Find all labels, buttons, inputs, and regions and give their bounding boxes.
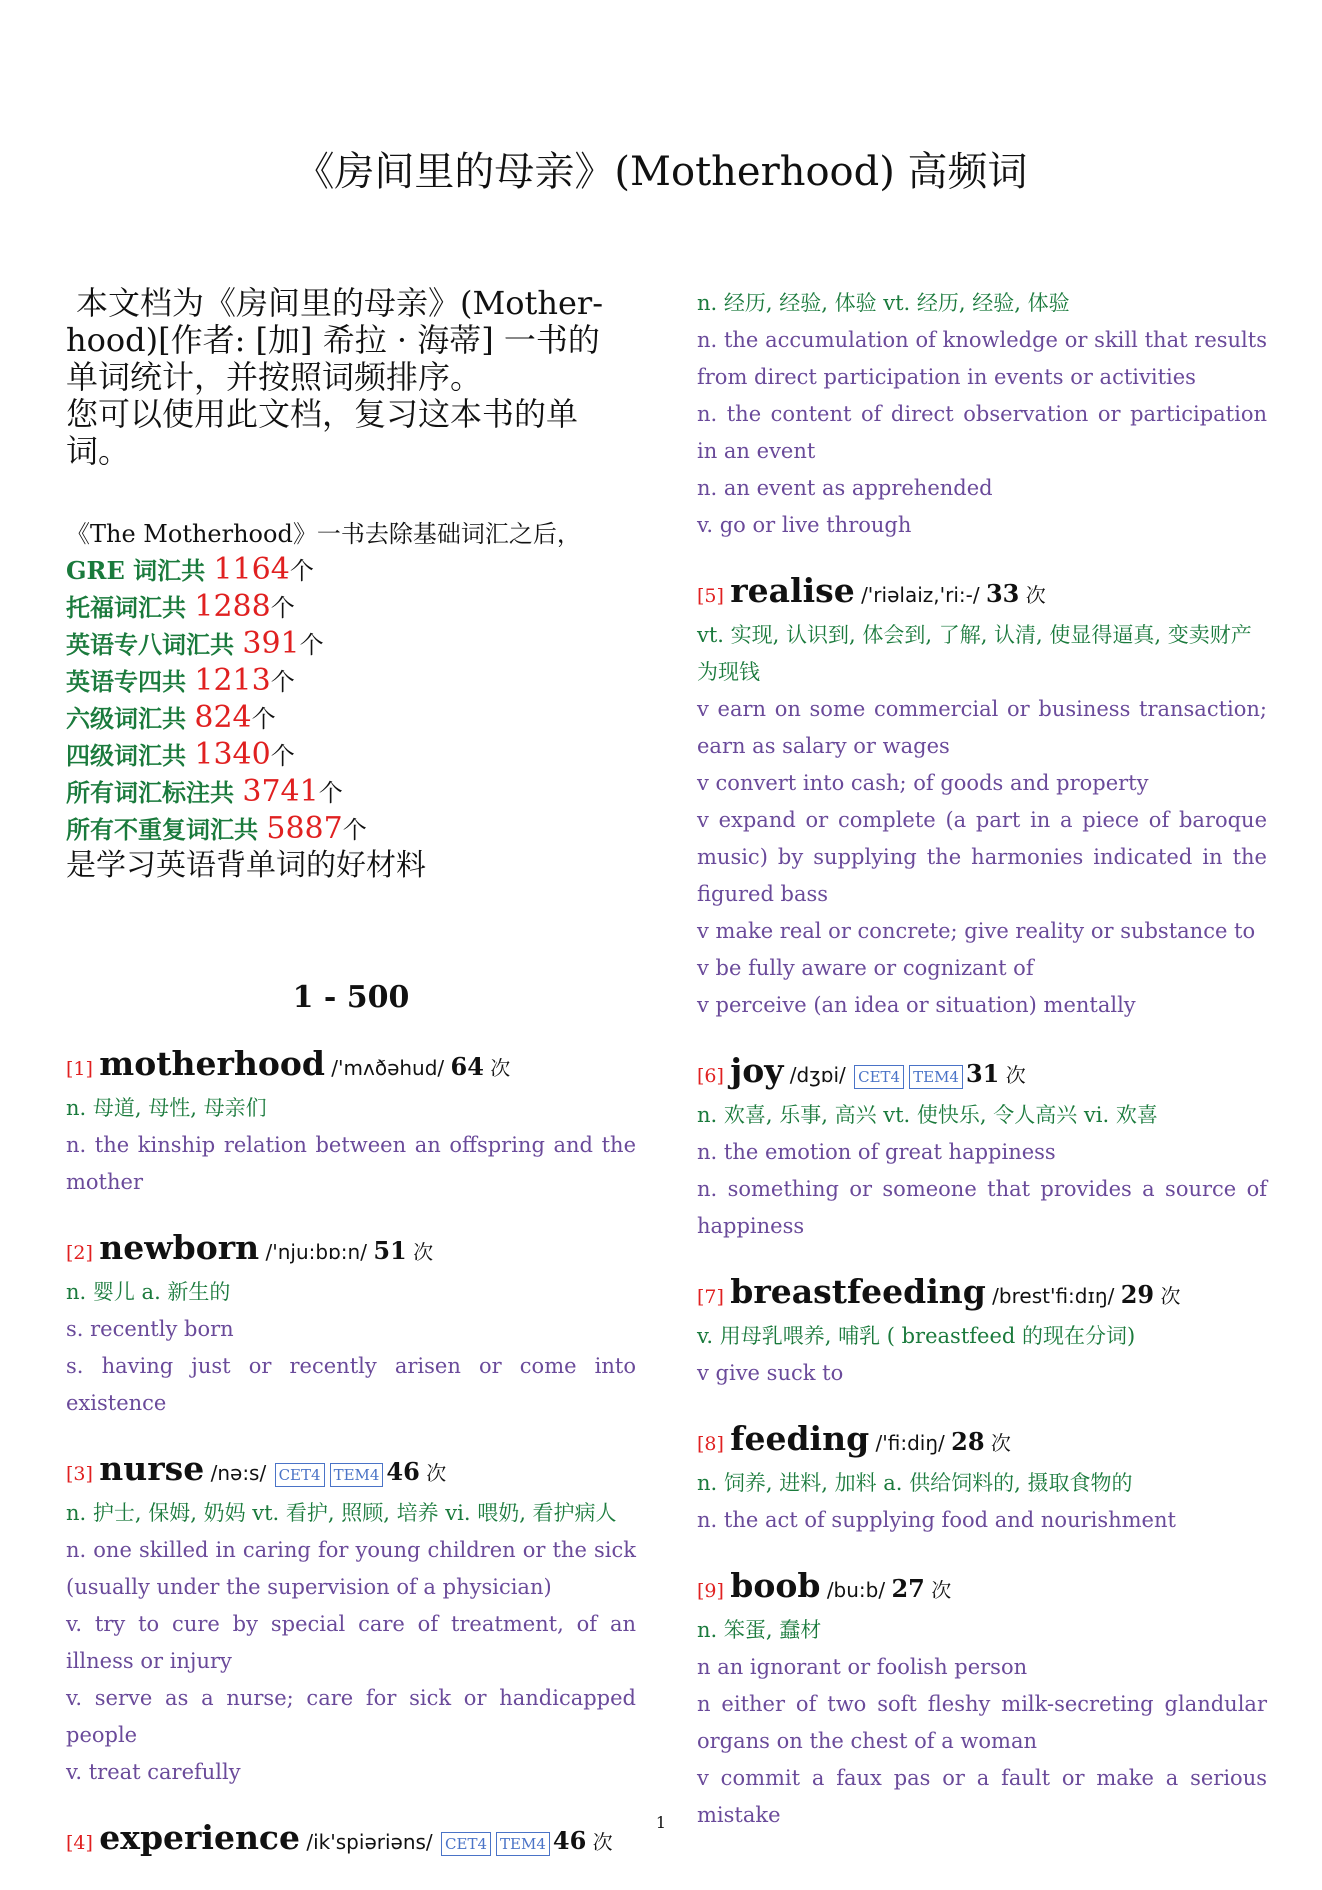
entry-pronunciation: /'riəlaiz,'ri:-/: [861, 583, 980, 607]
entry-count: 64: [450, 1052, 484, 1081]
entry-count: 29: [1120, 1280, 1155, 1309]
entry-chinese: v. 用母乳喂养, 哺乳 ( breastfeed 的现在分词): [697, 1324, 1136, 1348]
word-entry: [697, 1050, 1267, 1245]
stats-unit: 个: [251, 705, 276, 733]
stats-label: 四级词汇共: [66, 741, 195, 770]
entry-definition: v. go or live through: [697, 513, 912, 537]
stats-unit: 个: [289, 557, 314, 585]
stats-value: 3741: [242, 774, 319, 809]
entry-head: [697, 1050, 1267, 1097]
entry-definition: n. the kinship relation between an offspring and the mother: [66, 1133, 636, 1194]
entry-index: [6]: [697, 1065, 724, 1087]
stats-value: 5887: [266, 811, 343, 846]
stats-closing: 是学习英语背单词的好材料: [66, 848, 426, 883]
entry-definition: v. try to cure by special care of treatment, of an illness or injury: [66, 1612, 636, 1673]
stats-label: 六级词汇共: [66, 704, 195, 733]
stats-unit: 个: [299, 631, 324, 659]
stats-row: [66, 774, 636, 811]
entry-word: motherhood: [99, 1044, 325, 1083]
section-title: 1 - 500: [292, 980, 410, 1015]
stats-label: 英语专四共: [66, 667, 195, 696]
entry-definition: n. something or someone that provides a source of happiness: [697, 1177, 1267, 1238]
word-entry: [66, 1043, 636, 1201]
entry-index: [3]: [66, 1463, 93, 1485]
entry-definition: n. an event as apprehended: [697, 476, 993, 500]
entry-count: 51: [373, 1236, 407, 1265]
entry-word: breastfeeding: [730, 1272, 986, 1311]
entry-word: experience: [99, 1818, 301, 1857]
stats-label: 英语专八词汇共: [66, 630, 243, 659]
word-entry: [697, 1271, 1267, 1392]
count-suffix: 次: [931, 1578, 952, 1602]
count-suffix: 次: [490, 1056, 511, 1080]
entry-chinese: vt. 实现, 认识到, 体会到, 了解, 认清, 使显得逼真, 变卖财产为现钱: [697, 623, 1252, 684]
stats-unit: 个: [342, 816, 367, 844]
stats-row: [66, 811, 636, 848]
entry-definition: v commit a faux pas or a fault or make a serious mistake: [697, 1766, 1267, 1827]
right-column: [697, 285, 1267, 1860]
entry-definition: v be fully aware or cognizant of: [697, 956, 1034, 980]
word-entry: [697, 570, 1267, 1024]
stats-label: 所有不重复词汇共: [66, 815, 267, 844]
entry-chinese: n. 欢喜, 乐事, 高兴 vt. 使快乐, 令人高兴 vi. 欢喜: [697, 1103, 1158, 1127]
stats-unit: 个: [270, 668, 295, 696]
entry-chinese: n. 笨蛋, 蠢材: [697, 1618, 822, 1642]
count-suffix: 次: [413, 1240, 434, 1264]
entry-definition: v expand or complete (a part in a piece of baroque music) by supplying the harmonies indicated in the figured bass: [697, 808, 1267, 906]
stats-value: 391: [242, 626, 300, 661]
entry-pronunciation: /bu:b/: [826, 1578, 886, 1602]
entry-index: [5]: [697, 585, 724, 607]
word-entry: [697, 1418, 1267, 1539]
word-entry: [697, 1565, 1267, 1834]
count-suffix: 次: [426, 1461, 447, 1485]
stats-row: [66, 626, 636, 663]
entry-definition: n. the content of direct observation or participation in an event: [697, 402, 1267, 463]
entry-definition: n. one skilled in caring for young children or the sick (usually under the supervision of a physician): [66, 1538, 636, 1599]
entry-definition: v convert into cash; of goods and property: [697, 771, 1149, 795]
stats-value: 824: [194, 700, 252, 735]
entry-count: 46: [386, 1457, 420, 1486]
entry-definition: v. serve as a nurse; care for sick or handicapped people: [66, 1686, 636, 1747]
entry-index: [4]: [66, 1832, 93, 1854]
page-title: 《房间里的母亲》(Motherhood) 高频词: [294, 149, 1028, 195]
intro-line: hood)[作者: [加] 希拉 · 海蒂] 一书的: [66, 321, 600, 359]
vocab-stats: [66, 516, 636, 884]
entry-pronunciation: /'fi:diŋ/: [875, 1431, 945, 1455]
level-tag: TEM4: [330, 1463, 384, 1487]
entry-count: 28: [951, 1427, 985, 1456]
entry-chinese: n. 护士, 保姆, 奶妈 vt. 看护, 照顾, 培养 vi. 喂奶, 看护病人: [66, 1501, 617, 1525]
entry-index: [1]: [66, 1058, 93, 1080]
stats-value: 1288: [194, 589, 271, 624]
stats-unit: 个: [318, 779, 343, 807]
entry-head: [697, 1565, 1267, 1612]
entry-head: [697, 1271, 1267, 1318]
entry-word: joy: [730, 1051, 784, 1090]
intro-line: 本文档为《房间里的母亲》(Mother-: [76, 284, 604, 322]
entry-word: nurse: [99, 1449, 205, 1488]
stats-label: GRE 词汇共: [66, 556, 214, 585]
entry-chinese: n. 母道, 母性, 母亲们: [66, 1096, 267, 1120]
entry-index: [7]: [697, 1286, 724, 1308]
count-suffix: 次: [592, 1830, 613, 1854]
entry-count: 31: [965, 1059, 1000, 1088]
stats-label: 所有词汇标注共: [66, 778, 243, 807]
entry-pronunciation: /'mʌðəhud/: [331, 1056, 445, 1080]
entry-definition: v. treat carefully: [66, 1760, 241, 1784]
entry-definition: n. the accumulation of knowledge or skill that results from direct participation in events or activities: [697, 328, 1267, 389]
count-suffix: 次: [1025, 583, 1046, 607]
entry-index: [8]: [697, 1433, 724, 1455]
stats-row: [66, 737, 636, 774]
stats-unit: 个: [270, 594, 295, 622]
entry-head: [66, 1448, 636, 1495]
stats-value: 1340: [194, 737, 271, 772]
intro-paragraph: [66, 285, 636, 470]
entry-head: [697, 1418, 1267, 1465]
entry-definition: n. the emotion of great happiness: [697, 1140, 1056, 1164]
intro-line: 单词统计，并按照词频排序。: [66, 358, 483, 396]
entry-index: [9]: [697, 1580, 724, 1602]
level-tag: CET4: [275, 1463, 325, 1487]
entry-pronunciation: /ik'spiəriəns/: [306, 1830, 433, 1854]
stats-value: 1164: [213, 552, 290, 587]
stats-value: 1213: [194, 663, 271, 698]
count-suffix: 次: [990, 1431, 1011, 1455]
entry-definition: n. the act of supplying food and nourishment: [697, 1508, 1176, 1532]
entry-pronunciation: /brest'fi:dɪŋ/: [992, 1284, 1115, 1308]
stats-unit: 个: [270, 742, 295, 770]
left-column: [66, 285, 636, 1890]
stats-row: [66, 552, 636, 589]
entry-chinese: n. 经历, 经验, 体验 vt. 经历, 经验, 体验: [697, 291, 1070, 315]
entry-pronunciation: /nə:s/: [210, 1461, 267, 1485]
stats-row: [66, 700, 636, 737]
entry-word: boob: [730, 1566, 821, 1605]
level-tag: CET4: [441, 1832, 491, 1856]
entry-pronunciation: /'nju:bɒ:n/: [265, 1240, 367, 1264]
entry-index: [2]: [66, 1242, 93, 1264]
entry-count: 27: [891, 1574, 925, 1603]
entry-definition: v earn on some commercial or business transaction; earn as salary or wages: [697, 697, 1267, 758]
entry-chinese: n. 饲养, 进料, 加料 a. 供给饲料的, 摄取食物的: [697, 1471, 1133, 1495]
entry-definition: v give suck to: [697, 1361, 844, 1385]
level-tag: CET4: [854, 1065, 904, 1089]
entry-definition: n an ignorant or foolish person: [697, 1655, 1028, 1679]
entry-definition: v perceive (an idea or situation) mentally: [697, 993, 1136, 1017]
entry-word: newborn: [99, 1228, 260, 1267]
level-tag: TEM4: [496, 1832, 550, 1856]
stats-label: 托福词汇共: [66, 593, 195, 622]
entry-definition: s. having just or recently arisen or come into existence: [66, 1354, 636, 1415]
word-entry: [66, 1227, 636, 1422]
entry-definition: v make real or concrete; give reality or substance to: [697, 919, 1256, 943]
stats-row: [66, 589, 636, 626]
word-entry: [66, 1448, 636, 1791]
entry-word: feeding: [730, 1419, 870, 1458]
stats-lead: 《The Motherhood》一书去除基础词汇之后，: [66, 520, 581, 548]
entry-definition: s. recently born: [66, 1317, 234, 1341]
entry-chinese: n. 婴儿 a. 新生的: [66, 1280, 231, 1304]
stats-row: [66, 663, 636, 700]
entry-head: [66, 1043, 636, 1090]
page-number: 1: [655, 1813, 667, 1832]
entry-count: 33: [985, 579, 1020, 608]
entry-pronunciation: /dʒɒi/: [789, 1063, 846, 1087]
intro-line: 您可以使用此文档，复习这本书的单: [66, 395, 579, 433]
entry-head: [697, 570, 1267, 617]
entry-word: realise: [730, 571, 855, 610]
entry-count: 46: [552, 1826, 587, 1855]
entry-definition: n either of two soft fleshy milk-secreting glandular organs on the chest of a woman: [697, 1692, 1267, 1753]
level-tag: TEM4: [909, 1065, 963, 1089]
count-suffix: 次: [1160, 1284, 1181, 1308]
word-entry-continued: [697, 285, 1267, 544]
entry-head: [66, 1227, 636, 1274]
intro-line: 词。: [66, 432, 131, 470]
count-suffix: 次: [1005, 1063, 1026, 1087]
